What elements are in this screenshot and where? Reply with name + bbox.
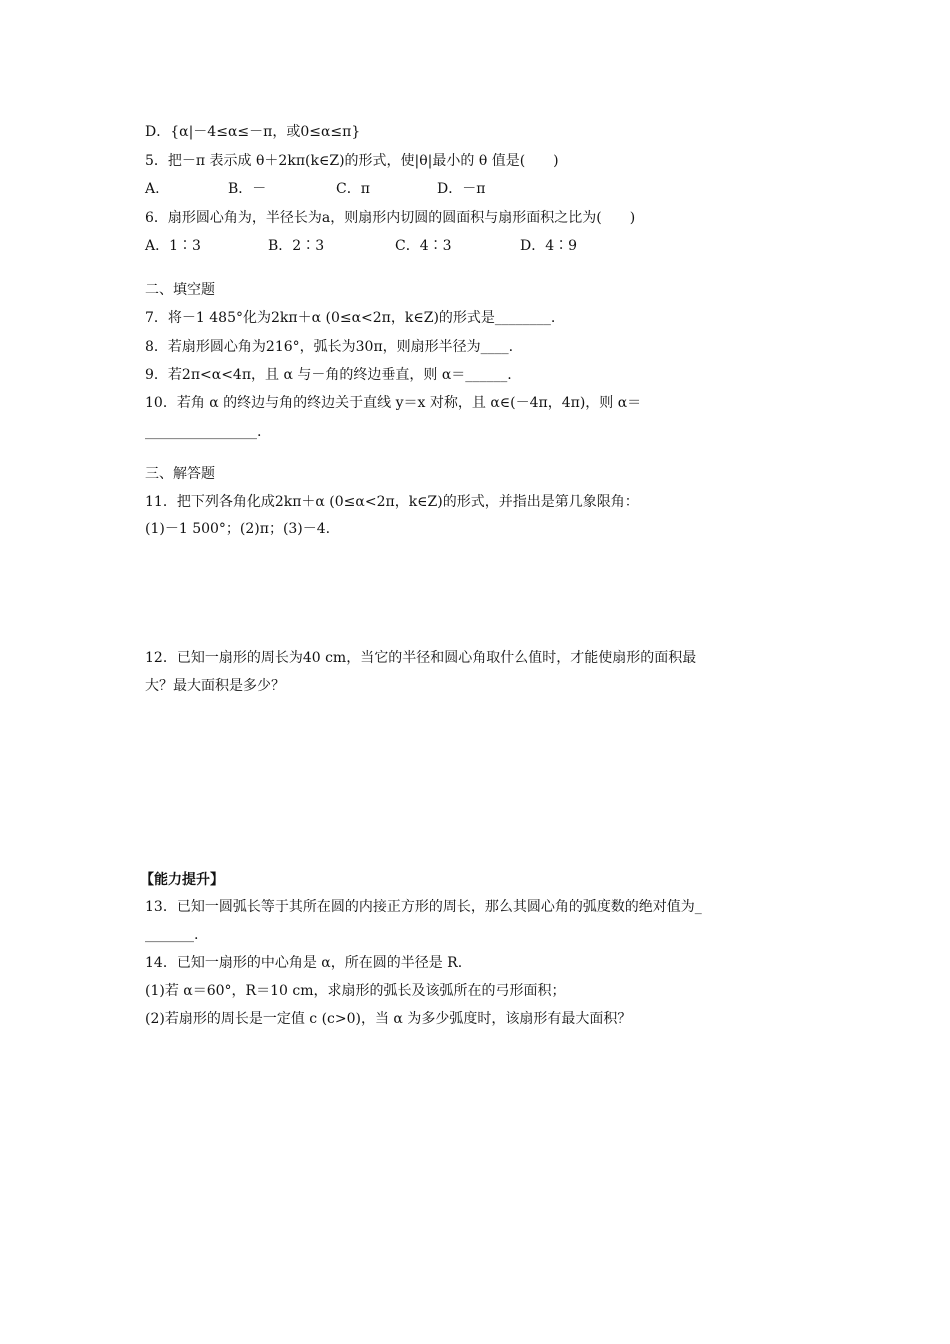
q6-option-a: A．1∶3: [145, 238, 201, 254]
question-6: 6．扇形圆心角为，半径长为a，则扇形内切圆的圆面积与扇形面积之比为( ): [145, 210, 636, 226]
q6-option-b: B．2∶3: [268, 238, 325, 254]
question-13: 13．已知一圆弧长等于其所在圆的内接正方形的周长，那么其圆心角的弧度数的绝对值为_: [145, 899, 702, 915]
section-solve: 三、解答题: [145, 466, 215, 482]
q6-option-d: D．4∶9: [520, 238, 578, 254]
question-14: 14．已知一扇形的中心角是 α，所在圆的半径是 R.: [145, 955, 463, 971]
question-8: 8．若扇形圆心角为216°，弧长为30π，则扇形半径为____.: [145, 339, 514, 355]
q5-option-b: B．－: [228, 181, 267, 197]
question-7: 7．将－1 485°化为2kπ＋α (0≤α<2π，k∈Z)的形式是________.: [145, 310, 556, 326]
q6-option-c: C．4∶3: [395, 238, 452, 254]
ability-heading: 【能力提升】: [140, 872, 224, 888]
question-11-parts: (1)－1 500°；(2)π；(3)－4.: [145, 521, 331, 537]
question-10-blank: ________________.: [145, 424, 262, 440]
section-fill-in: 二、填空题: [145, 282, 215, 298]
q4-option-d: D．{α|－4≤α≤－π，或0≤α≤π}: [145, 124, 361, 140]
question-12: 12．已知一扇形的周长为40 cm，当它的半径和圆心角取什么值时，才能使扇形的面积最: [145, 650, 697, 666]
question-12-cont: 大？最大面积是多少？: [145, 678, 285, 694]
question-11: 11．把下列各角化成2kπ＋α (0≤α<2π，k∈Z)的形式，并指出是第几象限角：: [145, 494, 639, 510]
q5-option-c: C．π: [336, 181, 370, 197]
question-9: 9．若2π<α<4π，且 α 与－角的终边垂直，则 α＝______.: [145, 367, 512, 383]
question-14-part1: (1)若 α＝60°，R＝10 cm，求扇形的弧长及该弧所在的弓形面积；: [145, 983, 566, 999]
q5-option-a: A.: [145, 181, 160, 197]
question-5: 5．把－π 表示成 θ＋2kπ(k∈Z)的形式，使|θ|最小的 θ 值是( ): [145, 153, 559, 169]
question-10: 10．若角 α 的终边与角的终边关于直线 y＝x 对称，且 α∈(－4π，4π)，则 α＝: [145, 395, 642, 411]
q5-option-d: D．－π: [437, 181, 486, 197]
question-13-blank: _______.: [145, 927, 199, 943]
question-14-part2: (2)若扇形的周长是一定值 c (c>0)，当 α 为多少弧度时，该扇形有最大面积？: [145, 1011, 632, 1027]
